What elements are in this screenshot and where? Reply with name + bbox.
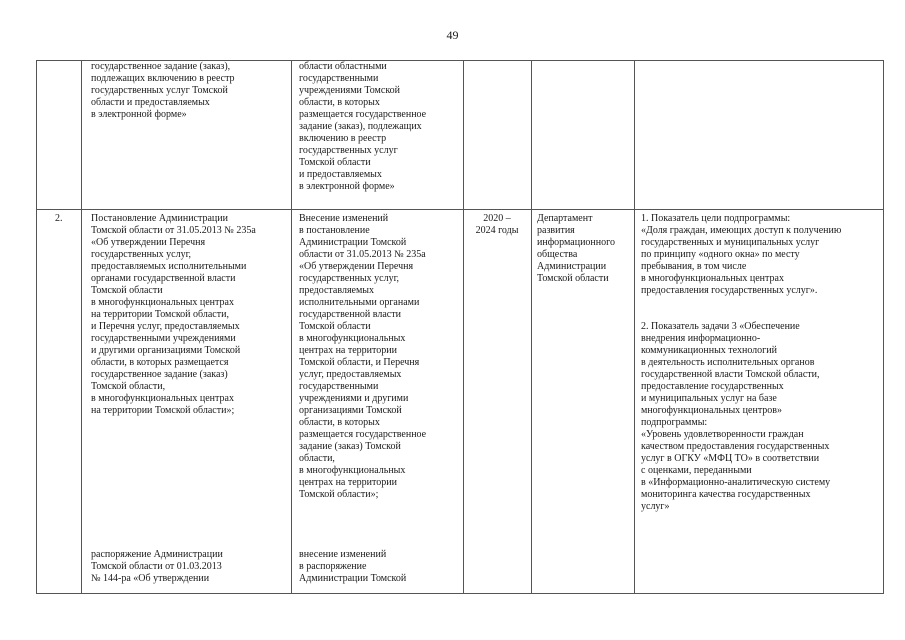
column-divider bbox=[634, 61, 635, 593]
indicator-task-cell: 2. Показатель задачи 3 «Обеспечение внедрения информационно- коммуникационных технологий в деятельность исполнительных органов государственной власти Томской области, предоставление государственных и муниципальных услуг на базе многофункциональных центров» подпрограммы: «Уровень удовлетворенности граждан качеством предоставления государственных услуг в ОГКУ «МФЦ ТО» в соответствии с оценками, переданными в «Информационно-аналитическую систему мониторинга качества государственных услуг» bbox=[641, 321, 831, 512]
continued-act-cell: государственное задание (заказ), подлежащих включению в реестр государственных услуг Томской области и предоставляемых в электронной форме» bbox=[91, 61, 235, 120]
measures-table bbox=[36, 60, 884, 594]
row-number: 2. bbox=[55, 213, 63, 224]
content-cell-order: внесение изменений в распоряжение Администрации Томской bbox=[299, 549, 407, 584]
column-divider bbox=[463, 61, 464, 593]
page-number: 49 bbox=[446, 28, 459, 42]
row-divider bbox=[37, 209, 883, 210]
executor-cell: Департамент развития информационного общества Администрации Томской области bbox=[537, 213, 615, 284]
act-cell-resolution: Постановление Администрации Томской области от 31.05.2013 № 235а «Об утверждении Перечня государственных услуг, предоставляемых исполнительными органами государственной власти Томской области в многофункциональных центрах на территории Томской области, и Перечня услуг, предоставляемых государственными учреждениями и другими организациями Томской области, в которых размещается государственное задание (заказ) Томской области, в многофункциональных центрах на территории Томской области»; bbox=[91, 213, 256, 416]
column-divider bbox=[531, 61, 532, 593]
act-cell-order: распоряжение Администрации Томской области от 01.03.2013 № 144-ра «Об утверждении bbox=[91, 549, 223, 584]
continued-content-cell: области областными государственными учреждениями Томской области, в которых размещается государственное задание (заказ), подлежащих включению в реестр государственных услуг Томской области и предоставляемых в электронной форме» bbox=[299, 61, 427, 192]
column-divider bbox=[81, 61, 82, 593]
indicator-goal-cell: 1. Показатель цели подпрограммы: «Доля граждан, имеющих доступ к получению государственных и муниципальных услуг по принципу «одного окна» по месту пребывания, в том числе в многофункциональных центрах предоставления государственных услуг». bbox=[641, 213, 842, 296]
column-divider bbox=[291, 61, 292, 593]
period-cell: 2020 – 2024 годы bbox=[475, 213, 519, 236]
content-cell-resolution: Внесение изменений в постановление Администрации Томской области от 31.05.2013 № 235а «Об утверждении Перечня государственных услуг, предоставляемых исполнительными органами государственной власти Томской области в многофункциональных центрах на территории Томской области, и Перечня услуг, предоставляемых государственными учреждениями и другими организациями Томской области, в которых размещается государственное задание (заказ) Томской области, в многофункциональных центрах на территории Томской области»; bbox=[299, 213, 427, 500]
